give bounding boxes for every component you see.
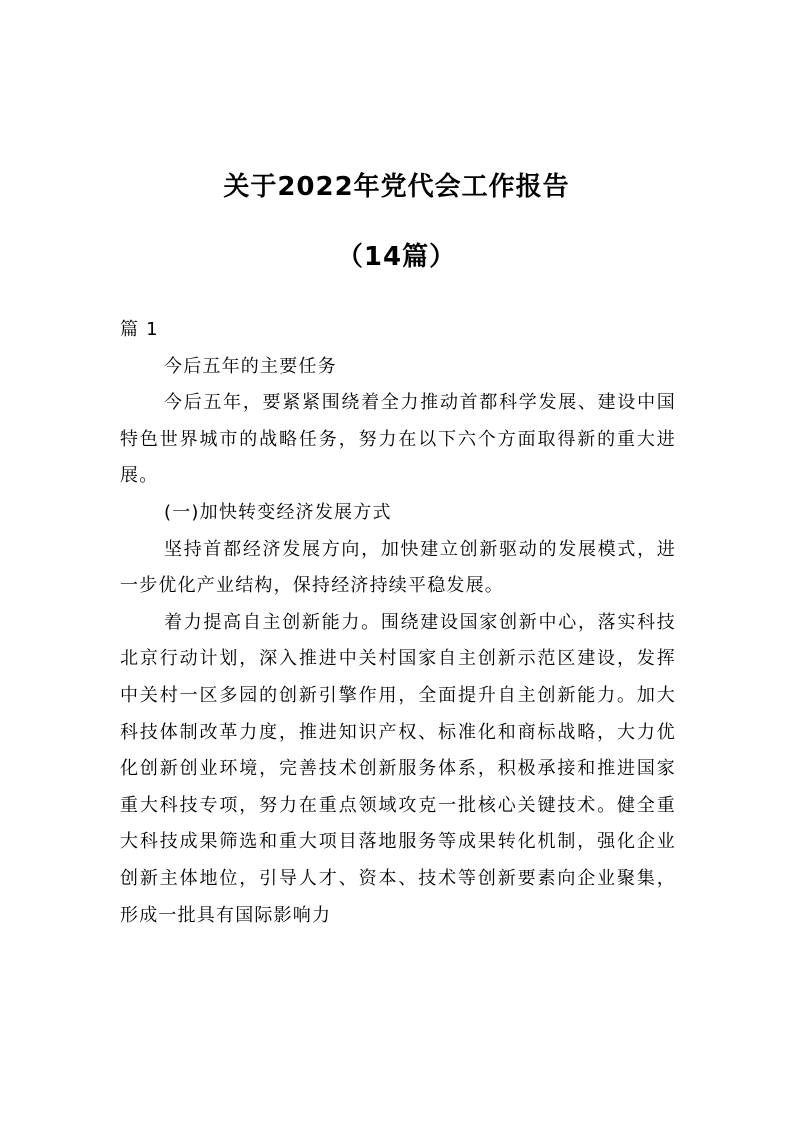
paragraph-heading: (一)加快转变经济发展方式 xyxy=(164,501,392,523)
document-body xyxy=(120,312,676,934)
paragraph: 今后五年，要紧紧围绕着全力推动首都科学发展、建设中国特色世界城市的战略任务，努力在以下六个方面取得新的重大进展。 xyxy=(120,392,676,487)
document-subtitle: （14篇） xyxy=(336,242,457,272)
paragraph: 着力提高自主创新能力。围绕建设国家创新中心，落实科技北京行动计划，深入推进中关村国家自主创新示范区建设，发挥中关村一区多园的创新引擎作用，全面提升自主创新能力。加大科技体制改革力度，推进知识产权、标准化和商标战略，大力优化创新创业环境，完善技术创新服务体系，积极承接和推进国家重大科技专项，努力在重点领域攻克一批核心关键技术。健全重大科技成果筛选和重大项目落地服务等成果转化机制，强化企业创新主体地位，引导人才、资本、技术等创新要素向企业聚集，形成一批具有国际影响力 xyxy=(120,611,676,926)
paragraph: 坚持首都经济发展方向，加快建立创新驱动的发展模式，进一步优化产业结构，保持经济持续平稳发展。 xyxy=(120,538,676,597)
document-title: 关于2022年党代会工作报告 xyxy=(223,172,570,202)
paragraph-heading: 今后五年的主要任务 xyxy=(164,355,337,377)
section-label: 篇 1 xyxy=(120,319,159,340)
